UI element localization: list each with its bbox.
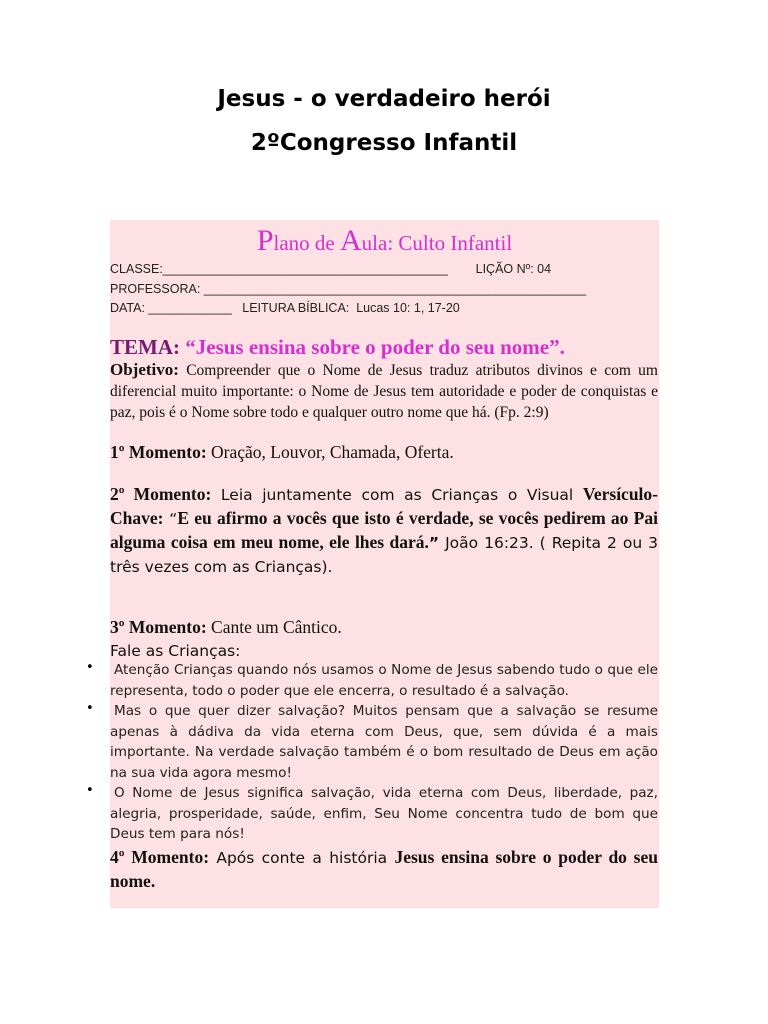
momento2-text1: Leia juntamente com as Crianças o Visual [211, 486, 583, 504]
momento3-text: Cante um Cântico. [206, 617, 342, 637]
momento1-label: 1º Momento: [110, 442, 207, 462]
bullet-marker-3: • [86, 783, 94, 798]
tema-line [110, 335, 670, 360]
plan-heading-a: A [340, 224, 362, 257]
bullet-item-3: O Nome de Jesus significa salvação, vida eterna com Deus, liberdade, paz, alegria, prosperidade, saúde, enfim, Seu Nome concentra tudo de bom que Deus tem para nós! [110, 785, 658, 842]
momento1-text: Oração, Louvor, Chamada, Oferta. [206, 442, 454, 462]
momento2-text2: João 16:23. ( Repita 2 ou 3 três vezes com as Crianças). [110, 534, 658, 576]
data-field: DATA: ____________ LEITURA BÍBLICA: Lucas 10: 1, 17-20 [110, 301, 460, 315]
fale-line: Fale as Crianças: [110, 642, 241, 660]
momento1-paragraph [110, 441, 658, 464]
verse-label: Versículo-Chave: [110, 484, 658, 528]
professora-field: PROFESSORA: _______________________________________________________ [110, 282, 587, 296]
verse-quote-close: ” [428, 534, 440, 552]
momento3-paragraph [110, 616, 658, 663]
plan-heading-lano: lano de [273, 231, 340, 255]
plan-heading-rest: ula: Culto Infantil [361, 231, 513, 255]
classe-field: CLASSE:_________________________________________ LIÇÃO Nº: 04 [110, 262, 552, 276]
document-subtitle: 2ºCongresso Infantil [250, 130, 518, 156]
plan-heading [110, 224, 659, 258]
verse-text: E eu afirmo a vocês que isto é verdade, se vocês pedirem ao Pai alguma coisa em meu nome, ele lhes dará. [110, 508, 658, 552]
bullet-marker-2: • [86, 701, 94, 716]
bullet-item-2: Mas o que quer dizer salvação? Muitos pensam que a salvação se resume apenas à dádiva da vida eterna com Deus, que, sem dúvida é a mais importante. Na verdade salvação também é o bom resultado de Deus em ação na sua vida agora mesmo! [110, 703, 658, 781]
momento4-paragraph [110, 846, 658, 893]
momento3-label: 3º Momento: [110, 617, 207, 637]
tema-text: “Jesus ensina sobre o poder do seu nome”. [180, 335, 565, 359]
momento4-label: 4º Momento: [110, 847, 210, 867]
tema-label: TEMA: [110, 335, 180, 359]
momento2-paragraph [110, 483, 658, 579]
bullet-marker-1: • [86, 660, 94, 675]
document-title: Jesus - o verdadeiro herói [217, 86, 551, 112]
objetivo-text: Compreender que o Nome de Jesus traduz atributos divinos e com um diferencial muito importante: o Nome de Jesus tem autoridade e poder de conquistas e paz, pois é o Nome sobre todo e qualquer outro nome que há. (Fp. 2:9) [110, 362, 658, 421]
plan-heading-p: P [256, 224, 274, 257]
momento4-bold: Jesus ensina sobre o poder do seu nome. [110, 847, 658, 891]
verse-quote-open: “ [163, 510, 178, 528]
momento2-label: 2º Momento: [110, 484, 212, 504]
bullet-item-1: Atenção Crianças quando nós usamos o Nome de Jesus sabendo tudo o que ele representa, todo o poder que ele encerra, o resultado é a salvação. [110, 662, 658, 699]
momento4-text: Após conte a história [209, 849, 395, 867]
objetivo-paragraph [110, 359, 658, 423]
objetivo-label: Objetivo: [110, 360, 179, 379]
